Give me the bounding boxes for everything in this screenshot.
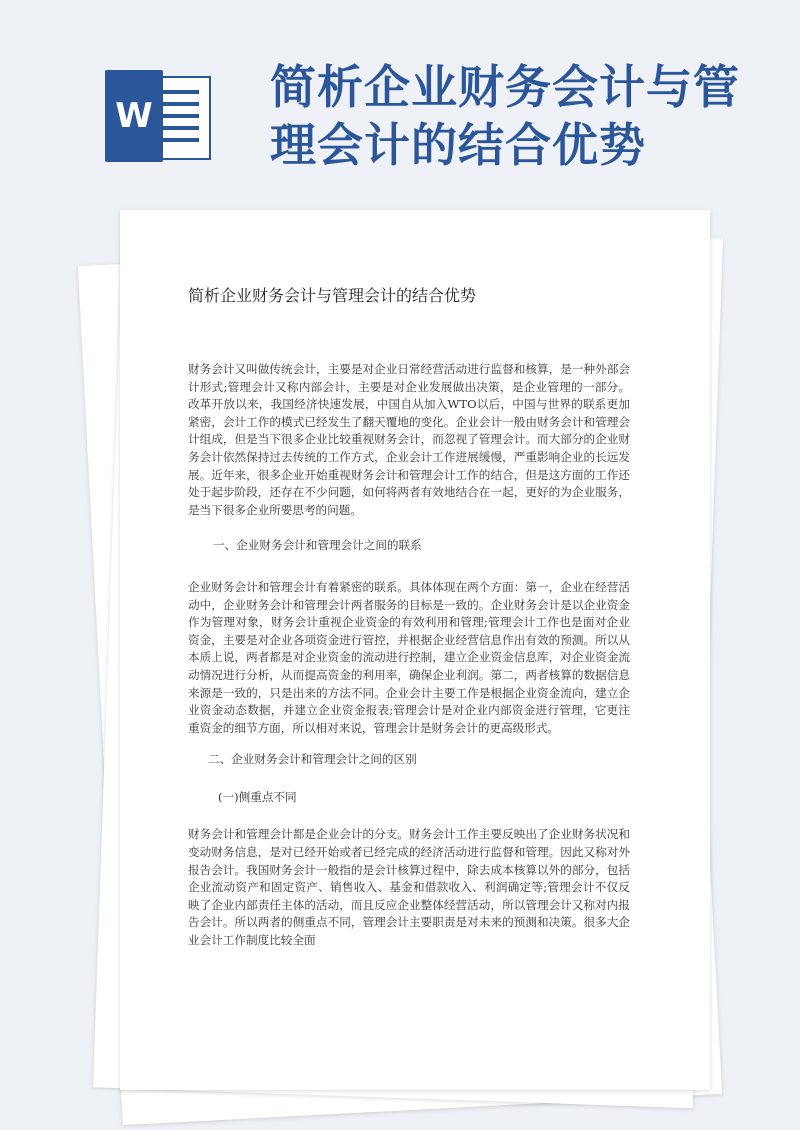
intro-paragraph: 财务会计又叫做传统会计，主要是对企业日常经营活动进行监督和核算，是一种外部会计形式;管理会计又称内部会计，主要是对企业发展做出决策，是企业管理的一部分。改革开放以来，我国经济快速发展，中国自从加入WTO以后，中国与世界的联系更加紧密，会计工作的模式已经发生了翻天覆地的变化。企业会计一般由财务会计和管理会计组成，但是当下很多企业比较重视财务会计，而忽视了管理会计。而大部分的企业财务会计依然保持过去传统的工作方式，企业会计工作进展缓慢，严重影响企业的长远发展。近年来，很多企业开始重视财务会计和管理会计工作的结合，但是这方面的工作还处于起步阶段，还存在不少问题，如何将两者有效地结合在一起，更好的为企业服务，是当下很多企业所要思考的问题。 bbox=[188, 362, 630, 517]
section-2-heading: 二、企业财务会计和管理会计之间的区别 bbox=[208, 752, 417, 767]
word-letter-badge: W bbox=[105, 70, 163, 162]
section-1-heading: 一、企业财务会计和管理会计之间的联系 bbox=[213, 538, 422, 553]
document-title: 简析企业财务会计与管理会计的结合优势 bbox=[188, 286, 477, 305]
document-content bbox=[188, 285, 630, 950]
banner-title: 简析企业财务会计与管理会计的结合优势 bbox=[270, 60, 740, 172]
section-2-paragraph: 财务会计和管理会计都是企业会计的分支。财务会计工作主要反映出了企业财务状况和变动财务信息，是对已经开始或者已经完成的经济活动进行监督和管理。因此又称对外报告会计。我国财务会计一般指的是会计核算过程中，除去成本核算以外的部分，包括企业流动资产和固定资产、销售收入、基金和借款收入、利润确定等;管理会计不仅反映了企业内部责任主体的活动，而且反应企业整体经营活动，所以管理会计又称对内报告会计。所以两者的侧重点不同，管理会计主要职责是对未来的预测和决策。很多大企业会计工作制度比较全面 bbox=[188, 827, 630, 948]
section-2-subheading: (一)侧重点不同 bbox=[218, 789, 297, 804]
word-document-icon bbox=[105, 70, 215, 165]
preview-banner bbox=[0, 0, 800, 200]
section-1-paragraph: 企业财务会计和管理会计有着紧密的联系。具体体现在两个方面：第一，企业在经营活动中，企业财务会计和管理会计两者服务的目标是一致的。企业财务会计是以企业资金作为管理对象，财务会计重视企业资金的有效利用和管理;管理会计工作也是面对企业资金，主要是对企业各项资金进行管控，并根据企业经营信息作出有效的预测。所以从本质上说，两者都是对企业资金的流动进行控制，建立企业资金信息库，对企业资金流动情况进行分析，从而提高资金的利用率，确保企业利润。第二，两者核算的数据信息来源是一致的，只是出来的方法不同。企业会计主要工作是根据企业资金流向，建立企业资金动态数据，并建立企业资金报表;管理会计是对企业内部资金进行管理，它更注重资金的细节方面，所以相对来说，管理会计是财务会计的更高级形式。 bbox=[188, 579, 630, 735]
